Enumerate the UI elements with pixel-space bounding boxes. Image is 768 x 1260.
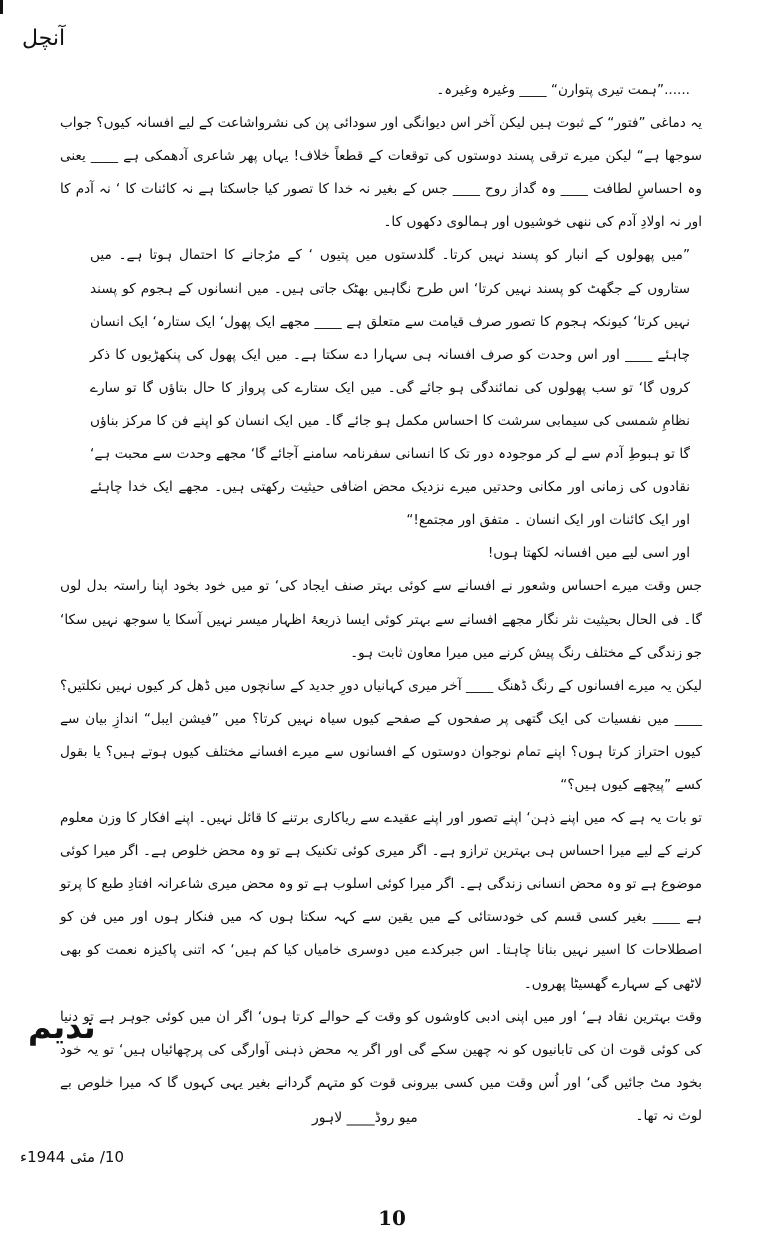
place-line: میو روڈ____ لاہور [312,1110,418,1126]
date-line: 10/ مئی 1944ء [20,1148,124,1166]
scan-edge-mark [0,0,3,14]
paragraph-conclusion: اور اسی لیے میں افسانہ لکھتا ہوں! [487,545,690,562]
paragraph: وقت بہترین نقاد ہے‘ اور میں اپنی ادبی کاوشوں کو وقت کے حوالے کرتا ہوں‘ اگر ان میں کوئی جوہر ہے تو دنیا کی کوئی قوت ان کی تابانیوں کو نہ چھین سکے گی اور اگر یہ محض ذہنی آوارگی کی پرچھائیاں ہیں‘ تو یہ خود بخود مٹ جائیں گی‘ اور اُس وقت میں کسی بیرونی قوت کو متہم گردانے بغیر یہی کہوں گا کہ میرا خلوص بے لوث نہ تھا۔ [60,1008,702,1124]
page-header-title: آنچل [22,26,66,51]
paragraph: تو بات یہ ہے کہ میں اپنے ذہن‘ اپنے تصور اور اپنے عقیدے سے ریاکاری برتنے کا قائل نہیں۔ اپنے افکار کا وزن معلوم کرنے کے لیے میرا احساس ہی بہترین ترازو ہے۔ اگر میری کوئی تکنیک ہے تو وہ محض خلوص ہے۔ اگر میرا کوئی موضوع ہے تو وہ محض انسانی زندگی ہے۔ اگر میرا کوئی اسلوب ہے تو وہ محض میری شاعرانہ افتادِ طبع کا پرتو ہے ____ بغیر کسی قسم کی خودستائی کے میں یقین سے کہہ سکتا ہوں کہ میں فنکار ہوں اور میں فن کو اصطلاحات کا اسیر نہیں بنانا چاہتا۔ اس جبرکدے میں دوسری خامیاں کیا کم ہیں‘ کہ اتنی پاکیزہ نعمت کو بھی لاٹھی کے سہارے گھسیٹا پھروں۔ [60,810,702,992]
paragraph: یہ دماغی ”فتور“ کے ثبوت ہیں لیکن آخر اس دیوانگی اور سودائی پن کی نشرواشاعت کے لیے افسانہ کیوں؟ جواب سوجھا ہے“ لیکن میرے ترقی پسند دوستوں کی توقعات کے قطعاً خلاف! یہاں پھر شاعری آدھمکی ہے ____ یعنی وہ احساسِ لطافت ____ وہ گداز روح ____ جس کے بغیر نہ خدا کا تصور کیا جاسکتا ہے نہ کائنات کا ‘ نہ آدم کا اور نہ اولادِ آدم کی ننھی خوشیوں اور ہمالوی دکھوں کا۔ [60,115,702,231]
paragraph: لیکن یہ میرے افسانوں کے رنگ ڈھنگ ____ آخر میری کہانیاں دورِ جدید کے سانچوں میں ڈھل کر کیوں نہیں نکلتیں؟ ____ میں نفسیات کی ایک گتھی پر صفحوں کے صفحے کیوں سیاہ نہیں کرتا؟ میں ”فیشن ایبل“ اندازِ بیان سے کیوں احتراز کرتا ہوں؟ اپنے تمام نوجوان دوستوں کے افسانوں سے میرے افسانے مختلف کیوں ہوتے ہیں؟ یا بقول کسے ”پیچھے کیوں ہیں؟“ [60,677,702,793]
body-text [60,74,730,1133]
paragraph-quote-fragment: ......”ہمت تیری پتوارن“ ____ وغیرہ وغیرہ۔ [436,82,690,98]
page-number: 10 [378,1206,406,1230]
block-quote: ”میں پھولوں کے انبار کو پسند نہیں کرتا۔ گلدستوں میں پتیوں ‘ کے مرُجانے کا احتمال ہوتا ہے۔ میں ستاروں کے جگھٹ کو پسند نہیں کرتا‘ اس طرح نگاہیں بھٹک جاتی ہیں۔ میں انسانوں کے ہجوم کو پسند نہیں کرتا‘ کیونکہ ہجوم کا تصور صرف قیامت سے متعلق ہے ____ مجھے ایک پھول‘ ایک ستارہ‘ ایک انسان چاہئے ____ اور اس وحدت کو صرف افسانہ ہی سہارا دے سکتا ہے۔ میں ایک پھول کی پنکھڑیوں کا ذکر کروں گا‘ تو سب پھولوں کی نمائندگی ہو جائے گی۔ میں ایک ستارے کی پرواز کا حال بتاؤں گا تو سارے نظامِ شمسی کی سیمابی سرشت کا احساس مکمل ہو جائے گا۔ میں ایک انسان کو اپنے فن کا مرکز بناؤں گا تو ہبوطِ آدم سے لے کر موجودہ دور تک کا انسانی سفرنامہ سامنے آجائے گا‘ مجھے وحدت سے محبت ہے‘ نقادوں کی زمانی اور مکانی وحدتیں میرے نزدیک محض اضافی حیثیت رکھتی ہیں۔ مجھے ایک خدا چاہئے اور ایک کائنات اور ایک انسان ۔ متفق اور مجتمع!“ [90,247,690,529]
author-signature: ندیم [28,1008,96,1046]
paragraph: جس وقت میرے احساس وشعور نے افسانے سے کوئی بہتر صنف ایجاد کی‘ تو میں خود بخود اپنا راستہ بدل لوں گا۔ فی الحال بحیثیت نثر نگار مجھے افسانے سے بہتر کوئی ایسا ذریعۂ اظہار میسر نہیں آسکا یا سوجھ نہیں سکا‘ جو زندگی کے مختلف رنگ پیش کرنے میں میرا معاون ثابت ہو۔ [60,578,702,661]
